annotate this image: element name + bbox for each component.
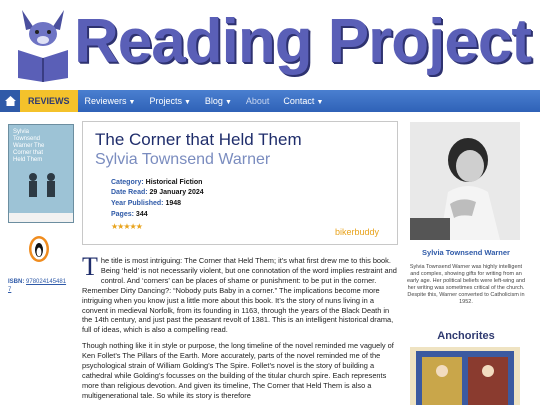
nav-contact-label: Contact bbox=[283, 96, 315, 106]
year-row bbox=[111, 200, 181, 207]
isbn-label: ISBN: bbox=[8, 279, 25, 285]
nav-blog-label: Blog bbox=[204, 96, 223, 106]
nav-projects[interactable] bbox=[142, 90, 197, 112]
author-portrait-icon bbox=[410, 122, 520, 240]
author-description: Sylvia Townsend Warner was highly intelligent and complex, showing gifts for writing from an early age. Her political beliefs were left-wing and her writing was sometimes critical of the church. Despite this, Warner converted to Catholicism in 1952. bbox=[407, 264, 526, 305]
category-row bbox=[111, 179, 202, 186]
reviewer-link[interactable]: bikerbuddy bbox=[335, 227, 380, 237]
chevron-down-icon: ▼ bbox=[183, 99, 191, 106]
reading-dog-logo-icon[interactable] bbox=[14, 6, 72, 82]
year-label: Year Published: bbox=[111, 200, 164, 207]
review-paragraph bbox=[82, 252, 398, 335]
nav-reviewers-label: Reviewers bbox=[84, 96, 127, 106]
date-row bbox=[111, 189, 204, 196]
nav-reviews-label: REVIEWS bbox=[28, 96, 70, 106]
pages-label: Pages: bbox=[111, 211, 134, 218]
review-paragraph-2-text: Though nothing like it in style or purpose, the long timeline of the novel reminded me vaguely of Ken Follet’s The Pillars of the Earth. More accurately, parts of the novel reminded me of the psychological strain of William Golding’s The Spire. Follet’s novel is the story of building a cathedral while Golding’s focusses on the building of the titular church spire. Each represents more than religious devotion. And given its timeline, The Corner that Held Them is also a multigenerational tale. So while its story is therefore bbox=[82, 341, 394, 400]
cover-figures-icon bbox=[9, 125, 73, 222]
penguin-logo-icon bbox=[28, 235, 50, 263]
nav-reviews[interactable] bbox=[20, 90, 78, 112]
author-photo-caption[interactable]: Sylvia Townsend Warner bbox=[422, 248, 510, 257]
book-info-card bbox=[82, 121, 398, 245]
category-label: Category: bbox=[111, 179, 144, 186]
nav-about-label: About bbox=[245, 96, 270, 106]
nav-contact[interactable] bbox=[276, 90, 330, 112]
isbn bbox=[8, 278, 68, 294]
isbn-link[interactable]: 9780241454817 bbox=[8, 279, 67, 293]
pages-row bbox=[111, 211, 148, 218]
nav-projects-label: Projects bbox=[149, 96, 182, 106]
year-value: 1948 bbox=[165, 200, 182, 207]
review-body bbox=[82, 252, 398, 407]
review-paragraph bbox=[82, 341, 398, 400]
pages-value: 344 bbox=[135, 211, 148, 218]
main-nav bbox=[0, 90, 540, 112]
review-paragraph-1-text: he title is most intriguing: The Corner that Held Them; it’s what first drew me to this book. Being ‘held’ is not necessarily violent, but one connotation of the word implies restraint and control. And ‘corners’ can be places of shame or punishment: to be put in the corner. Remember Dirty Dancing?: “Nobody puts Baby in a corner.” The implications become more intriguing when you know just a little more about this book. It’s the story of nuns living in a convent in medieval Norfolk, from its founding in 1163, through the years of the Black Death in the 14th century, and just past the peasant revolt of 1381. This is an intelligent historical drama, full of ideas, which is also a compelling read. bbox=[82, 256, 397, 335]
illuminated-manuscript-icon bbox=[410, 347, 520, 405]
chevron-down-icon: ▼ bbox=[316, 99, 324, 106]
nav-reviewers[interactable] bbox=[78, 90, 143, 112]
home-button[interactable] bbox=[0, 90, 20, 112]
chevron-down-icon: ▼ bbox=[224, 99, 232, 106]
rating-stars-icon: ★★★★★ bbox=[111, 222, 142, 231]
cover-text: Sylvia Townsend Warner The Corner that Held Them bbox=[13, 129, 45, 163]
book-title: The Corner that Held Them bbox=[95, 130, 302, 149]
site-header bbox=[0, 0, 540, 88]
nav-about[interactable] bbox=[239, 90, 277, 112]
book-author[interactable]: Sylvia Townsend Warner bbox=[95, 151, 271, 168]
nav-blog[interactable] bbox=[198, 90, 239, 112]
author-photo bbox=[410, 122, 520, 240]
dropcap: T bbox=[82, 252, 98, 281]
date-value: 29 January 2024 bbox=[149, 189, 204, 196]
sidebar-heading: Anchorites bbox=[437, 330, 495, 342]
home-icon bbox=[5, 96, 16, 106]
book-cover[interactable] bbox=[8, 124, 74, 223]
anchorites-image[interactable] bbox=[410, 347, 520, 405]
category-value[interactable]: Historical Fiction bbox=[145, 179, 203, 186]
site-title[interactable]: Reading Project bbox=[74, 7, 531, 76]
date-label: Date Read: bbox=[111, 189, 148, 196]
chevron-down-icon: ▼ bbox=[128, 99, 136, 106]
